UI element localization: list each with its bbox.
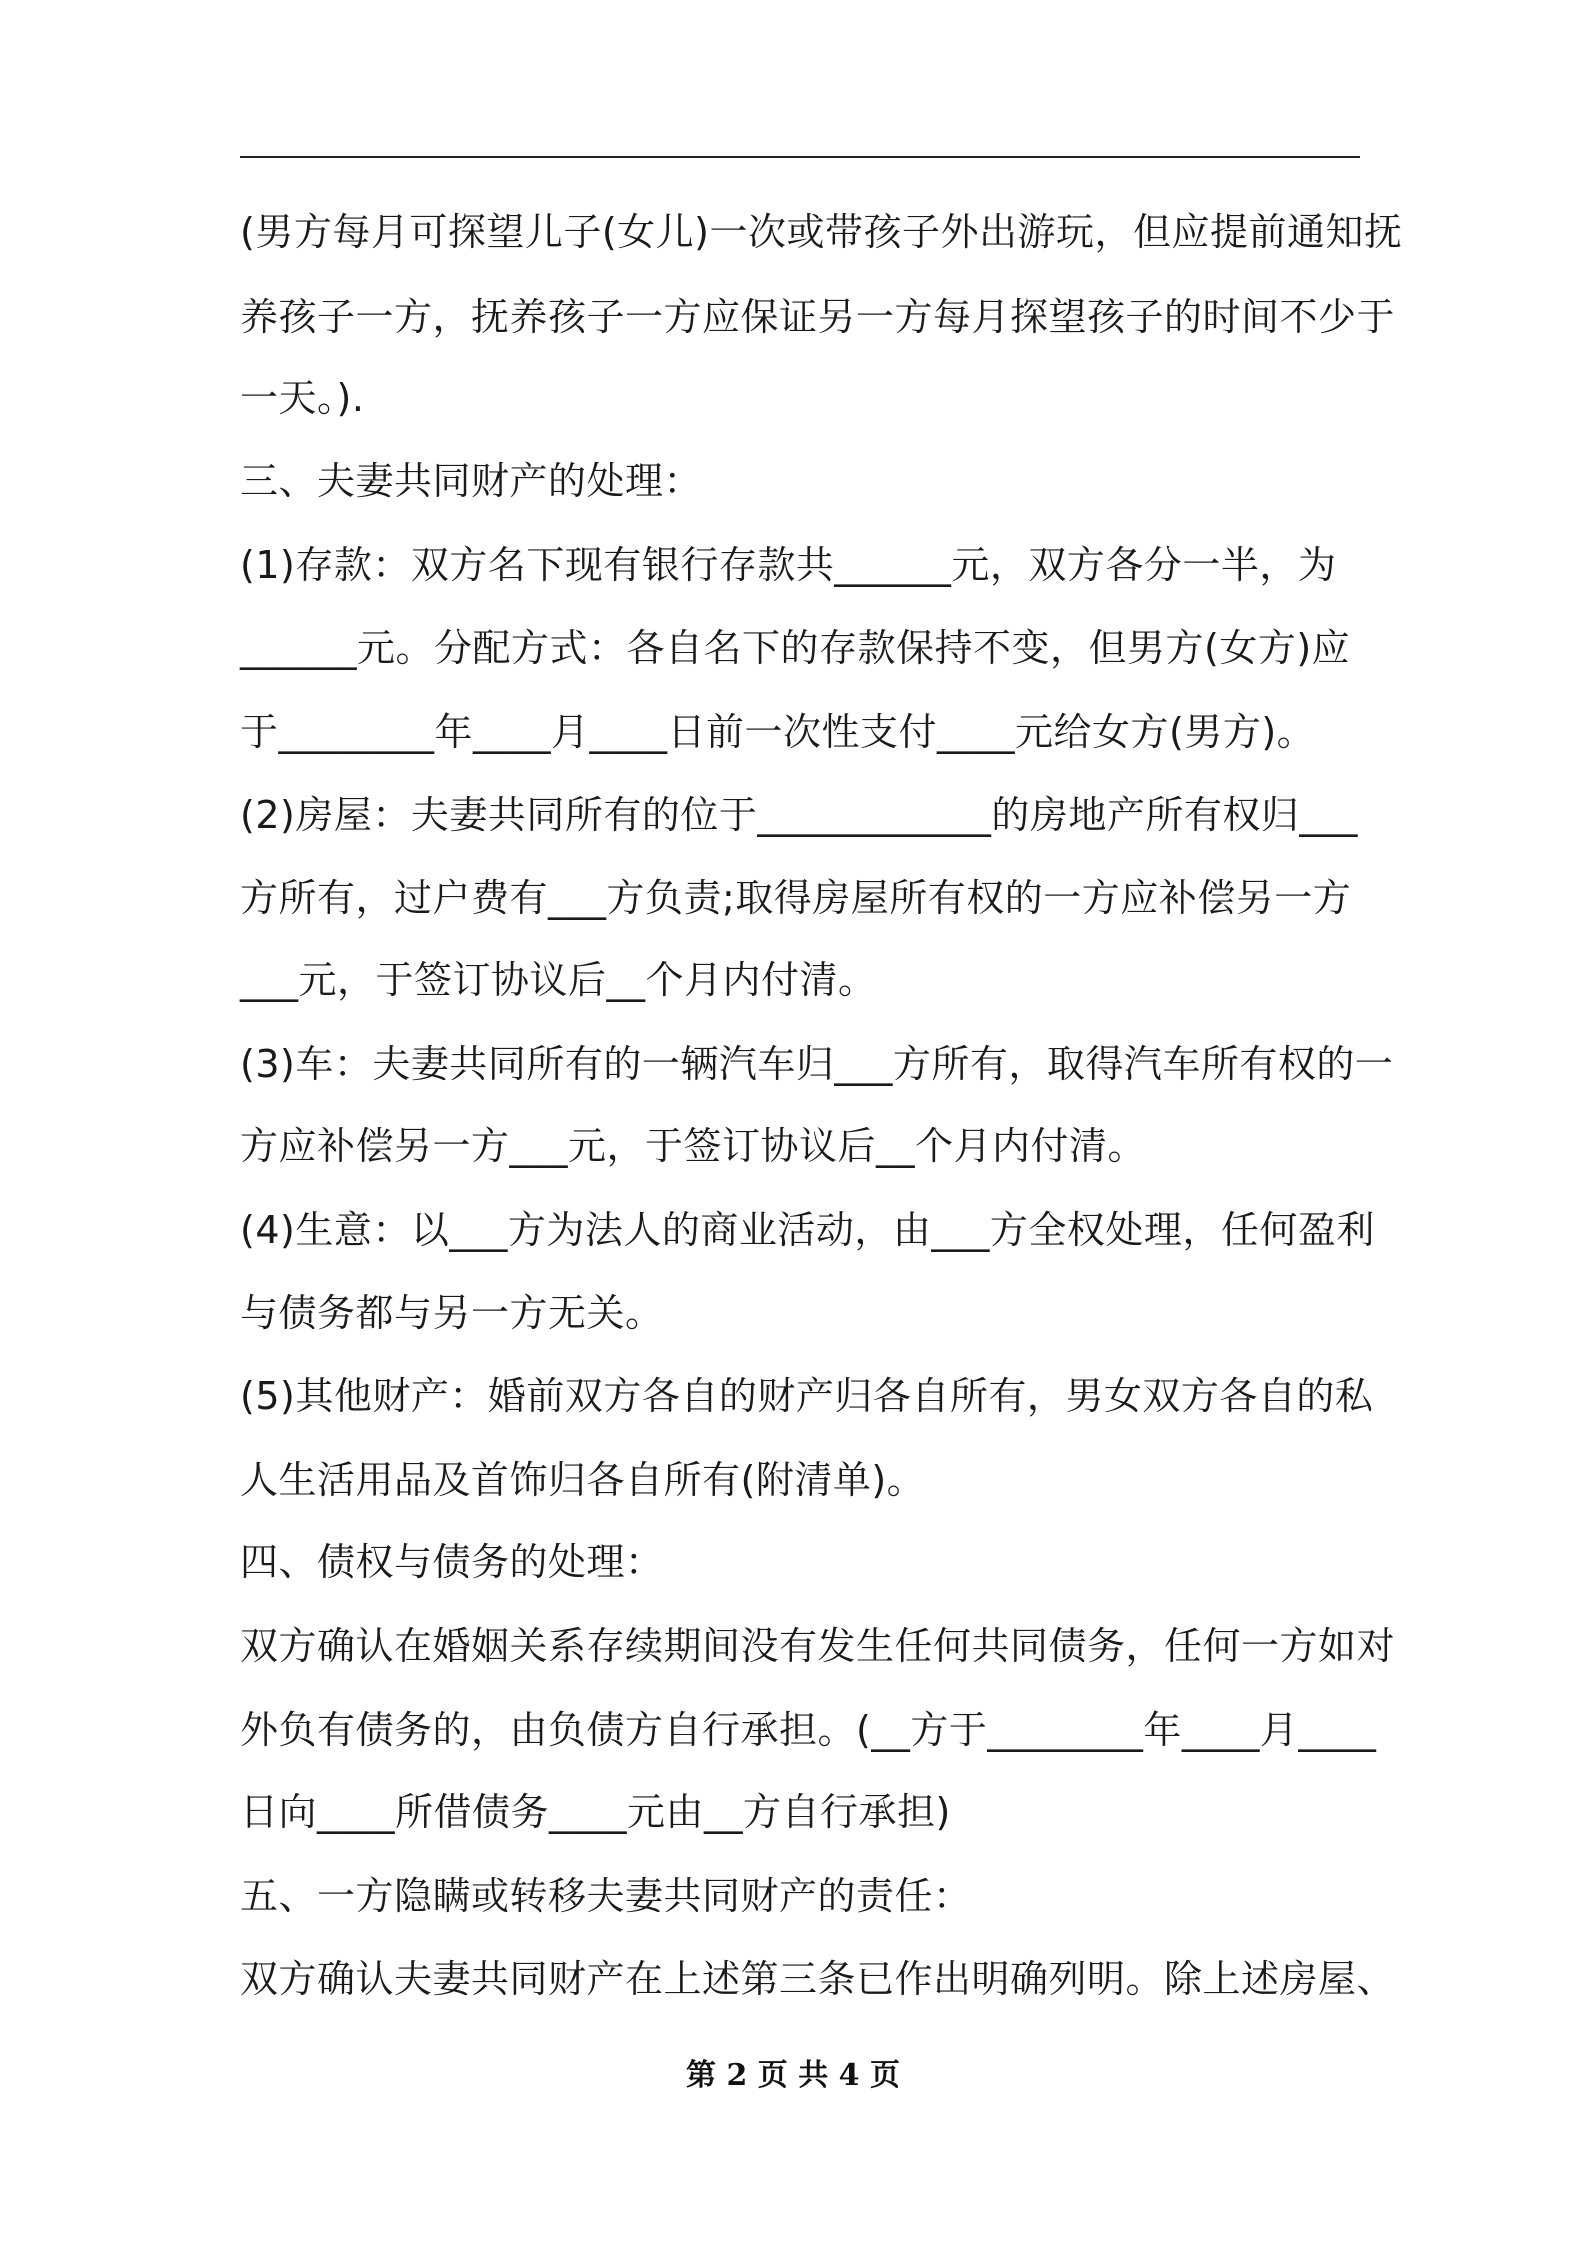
page-number: 第 2 页 共 4 页 <box>686 2058 900 2093</box>
line-other-2: 人生活用品及首饰归各自所有(附清单)。 <box>240 1458 926 1502</box>
section-heading-5: 五、一方隐瞒或转移夫妻共同财产的责任： <box>240 1874 972 1918</box>
line-house-3: ___元，于签订协议后__个月内付清。 <box>240 958 877 1002</box>
line-savings-2: ______元。分配方式：各自名下的存款保持不变，但男方(女方)应 <box>240 626 1351 670</box>
line-house-1: (2)房屋：夫妻共同所有的位于____________的房地产所有权归___ <box>240 793 1358 837</box>
header-rule <box>240 156 1360 158</box>
line-3: 一天。). <box>240 376 365 420</box>
line-business-1: (4)生意：以___方为法人的商业活动，由___方全权处理，任何盈利 <box>240 1208 1375 1252</box>
line-debt-1: 双方确认在婚姻关系存续期间没有发生任何共同债务，任何一方如对 <box>240 1624 1396 1668</box>
line-debt-3: 日向____所借债务____元由__方自行承担) <box>240 1790 951 1834</box>
line-savings-3: 于________年____月____日前一次性支付____元给女方(男方)。 <box>240 710 1316 754</box>
line-business-2: 与债务都与另一方无关。 <box>240 1291 664 1335</box>
line-other-1: (5)其他财产：婚前双方各自的财产归各自所有，男女双方各自的私 <box>240 1374 1374 1418</box>
section-heading-3: 三、夫妻共同财产的处理： <box>240 459 703 503</box>
section-heading-4: 四、债权与债务的处理： <box>240 1540 664 1584</box>
line-1: (男方每月可探望儿子(女儿)一次或带孩子外出游玩，但应提前通知抚 <box>240 210 1403 254</box>
line-house-2: 方所有，过户费有___方负责;取得房屋所有权的一方应补偿另一方 <box>240 876 1352 920</box>
line-car-2: 方应补偿另一方___元，于签订协议后__个月内付清。 <box>240 1124 1147 1168</box>
line-conceal-1: 双方确认夫妻共同财产在上述第三条已作出明确列明。除上述房屋、 <box>240 1957 1396 2001</box>
line-savings-1: (1)存款：双方名下现有银行存款共______元，双方各分一半，为 <box>240 543 1337 587</box>
line-car-1: (3)车：夫妻共同所有的一辆汽车归___方所有，取得汽车所有权的一 <box>240 1042 1394 1086</box>
line-debt-2: 外负有债务的，由负债方自行承担。(__方于________年____月____ <box>240 1708 1377 1752</box>
line-2: 养孩子一方，抚养孩子一方应保证另一方每月探望孩子的时间不少于 <box>240 295 1396 339</box>
